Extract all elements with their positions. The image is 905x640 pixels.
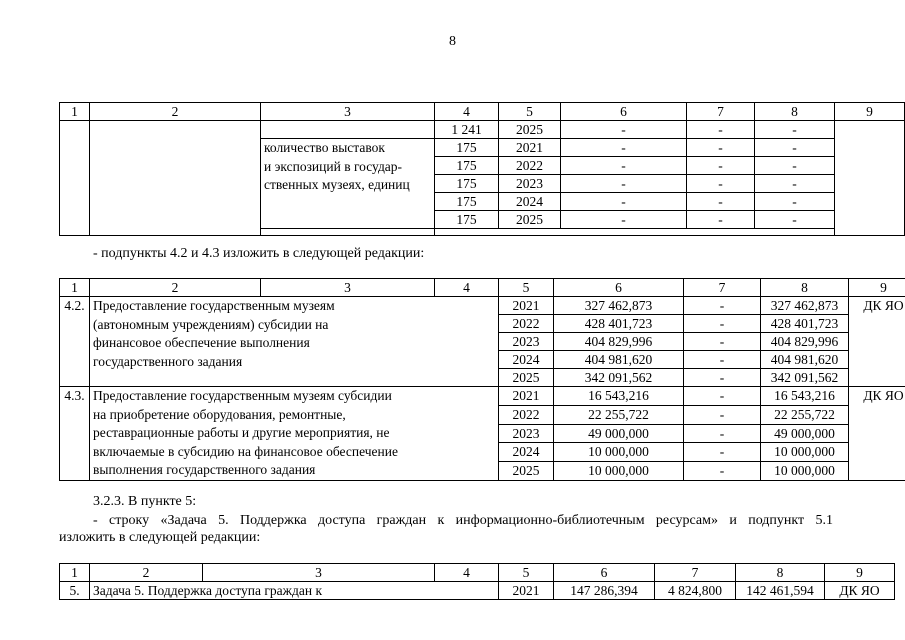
value-cell: - (755, 139, 835, 157)
page-number: 8 (449, 34, 456, 49)
description-line: финансовое обеспечение выполнения (93, 335, 310, 351)
value-cell: - (687, 175, 755, 193)
description-line: (автономным учреждениям) субсидии на (93, 316, 329, 332)
federal-cell: - (684, 369, 761, 387)
year-cell: 2025 (499, 369, 554, 387)
year-cell: 2023 (499, 175, 561, 193)
regional-cell: 142 461,594 (736, 582, 825, 600)
paragraph-section: 3.2.3. В пункте 5: (93, 494, 197, 509)
federal-cell: - (684, 424, 761, 443)
value-cell: - (561, 175, 687, 193)
item-description: Задача 5. Поддержка доступа граждан к (90, 582, 499, 600)
item-number: 4.3. (60, 387, 90, 481)
empty-cell (261, 229, 435, 236)
federal-cell: - (684, 297, 761, 315)
value-cell: - (687, 211, 755, 229)
header-cell: 7 (687, 103, 755, 121)
value-cell: - (755, 157, 835, 175)
total-cell: 404 981,620 (554, 351, 684, 369)
table-header-row (60, 564, 895, 582)
total-cell: 327 462,873 (554, 297, 684, 315)
federal-cell: - (684, 405, 761, 424)
item-description (90, 297, 499, 387)
header-cell: 2 (90, 564, 203, 582)
empty-cell (60, 121, 90, 236)
federal-cell: - (684, 315, 761, 333)
header-cell: 8 (755, 103, 835, 121)
year-cell: 2023 (499, 333, 554, 351)
description-line: на приобретение оборудования, ремонтные, (93, 406, 346, 422)
table-header-row (60, 279, 905, 297)
year-cell: 2025 (499, 121, 561, 139)
header-cell: 4 (435, 564, 499, 582)
header-cell: 2 (90, 103, 261, 121)
regional-cell: 327 462,873 (761, 297, 849, 315)
regional-cell: 16 543,216 (761, 387, 849, 406)
header-cell: 9 (849, 279, 905, 297)
header-cell: 3 (261, 103, 435, 121)
indicator-name-cell (261, 139, 435, 229)
value-cell: 1 241 (435, 121, 499, 139)
header-cell: 6 (554, 564, 655, 582)
value-cell: - (755, 193, 835, 211)
value-cell: 175 (435, 211, 499, 229)
regional-cell: 10 000,000 (761, 462, 849, 481)
total-cell: 49 000,000 (554, 424, 684, 443)
year-cell: 2025 (499, 462, 554, 481)
year-cell: 2025 (499, 211, 561, 229)
executor-cell: ДК ЯО (849, 387, 905, 481)
header-cell: 7 (655, 564, 736, 582)
regional-cell: 49 000,000 (761, 424, 849, 443)
year-cell: 2021 (499, 387, 554, 406)
value-cell: - (687, 139, 755, 157)
item-description (90, 387, 499, 481)
header-cell: 9 (835, 103, 905, 121)
indicator-line: и экспозиций в государ- (264, 158, 403, 174)
year-cell: 2021 (499, 297, 554, 315)
item-number: 5. (60, 582, 90, 600)
header-cell: 8 (736, 564, 825, 582)
regional-cell: 342 091,562 (761, 369, 849, 387)
year-cell: 2022 (499, 405, 554, 424)
header-cell: 2 (90, 279, 261, 297)
regional-cell: 10 000,000 (761, 443, 849, 462)
value-cell: 175 (435, 139, 499, 157)
total-cell: 404 829,996 (554, 333, 684, 351)
description-line: государственного задания (93, 353, 243, 369)
description-line: Предоставление государственным музеям субсидии (93, 388, 392, 403)
value-cell: - (561, 193, 687, 211)
table-row (60, 582, 895, 600)
paragraph-instruction: - строку «Задача 5. Поддержка доступа граждан к информационно-библиотечным ресурсам» и подпункт 5.1 (93, 513, 833, 528)
empty-cell (835, 121, 905, 236)
paragraph-instruction-end: изложить в следующей редакции: (59, 530, 261, 545)
value-cell: - (755, 175, 835, 193)
header-cell: 1 (60, 103, 90, 121)
header-cell: 7 (684, 279, 761, 297)
indicator-line: ственных музеях, единиц (264, 177, 410, 193)
value-cell: - (687, 157, 755, 175)
federal-cell: - (684, 351, 761, 369)
indicator-line: количество выставок (264, 140, 385, 155)
header-cell: 5 (499, 279, 554, 297)
value-cell: - (561, 139, 687, 157)
value-cell: - (687, 193, 755, 211)
table-indicators (59, 102, 905, 236)
total-cell: 10 000,000 (554, 462, 684, 481)
description-line: включаемые в субсидию на финансовое обеспечение (93, 443, 398, 459)
federal-cell: - (684, 462, 761, 481)
item-number: 4.2. (60, 297, 90, 387)
year-cell: 2024 (499, 443, 554, 462)
total-cell: 10 000,000 (554, 443, 684, 462)
table-row (60, 387, 905, 406)
table-row (60, 297, 905, 315)
federal-cell: - (684, 443, 761, 462)
header-cell: 5 (499, 103, 561, 121)
header-cell: 1 (60, 564, 90, 582)
description-line: реставрационные работы и другие мероприятия, не (93, 425, 390, 441)
total-cell: 342 091,562 (554, 369, 684, 387)
header-cell: 6 (561, 103, 687, 121)
value-cell: 175 (435, 175, 499, 193)
federal-cell: - (684, 333, 761, 351)
value-cell: 175 (435, 193, 499, 211)
year-cell: 2021 (499, 582, 554, 600)
header-cell: 9 (825, 564, 895, 582)
value-cell: - (561, 157, 687, 175)
value-cell: 175 (435, 157, 499, 175)
value-cell: - (687, 121, 755, 139)
year-cell: 2024 (499, 351, 554, 369)
executor-cell: ДК ЯО (849, 297, 905, 387)
header-cell: 4 (435, 103, 499, 121)
regional-cell: 404 829,996 (761, 333, 849, 351)
regional-cell: 428 401,723 (761, 315, 849, 333)
header-cell: 1 (60, 279, 90, 297)
total-cell: 16 543,216 (554, 387, 684, 406)
year-cell: 2022 (499, 157, 561, 175)
regional-cell: 404 981,620 (761, 351, 849, 369)
year-cell: 2023 (499, 424, 554, 443)
year-cell: 2024 (499, 193, 561, 211)
value-cell: - (755, 211, 835, 229)
federal-cell: 4 824,800 (655, 582, 736, 600)
description-line: выполнения государственного задания (93, 462, 316, 478)
header-cell: 3 (203, 564, 435, 582)
table-subpoints (59, 278, 905, 481)
empty-cell (435, 229, 835, 236)
description-line: Предоставление государственным музеям (93, 298, 335, 313)
value-cell: - (755, 121, 835, 139)
empty-cell (90, 121, 261, 236)
table-task5 (59, 563, 895, 600)
header-cell: 8 (761, 279, 849, 297)
total-cell: 22 255,722 (554, 405, 684, 424)
year-cell: 2021 (499, 139, 561, 157)
total-cell: 147 286,394 (554, 582, 655, 600)
table-row (60, 121, 905, 139)
federal-cell: - (684, 387, 761, 406)
paragraph-subpoints: - подпункты 4.2 и 4.3 изложить в следующей редакции: (93, 246, 425, 261)
header-cell: 3 (261, 279, 435, 297)
header-cell: 6 (554, 279, 684, 297)
value-cell: - (561, 121, 687, 139)
total-cell: 428 401,723 (554, 315, 684, 333)
empty-cell (261, 121, 435, 139)
value-cell: - (561, 211, 687, 229)
header-cell: 5 (499, 564, 554, 582)
header-cell: 4 (435, 279, 499, 297)
table-header-row (60, 103, 905, 121)
regional-cell: 22 255,722 (761, 405, 849, 424)
executor-cell: ДК ЯО (825, 582, 895, 600)
year-cell: 2022 (499, 315, 554, 333)
